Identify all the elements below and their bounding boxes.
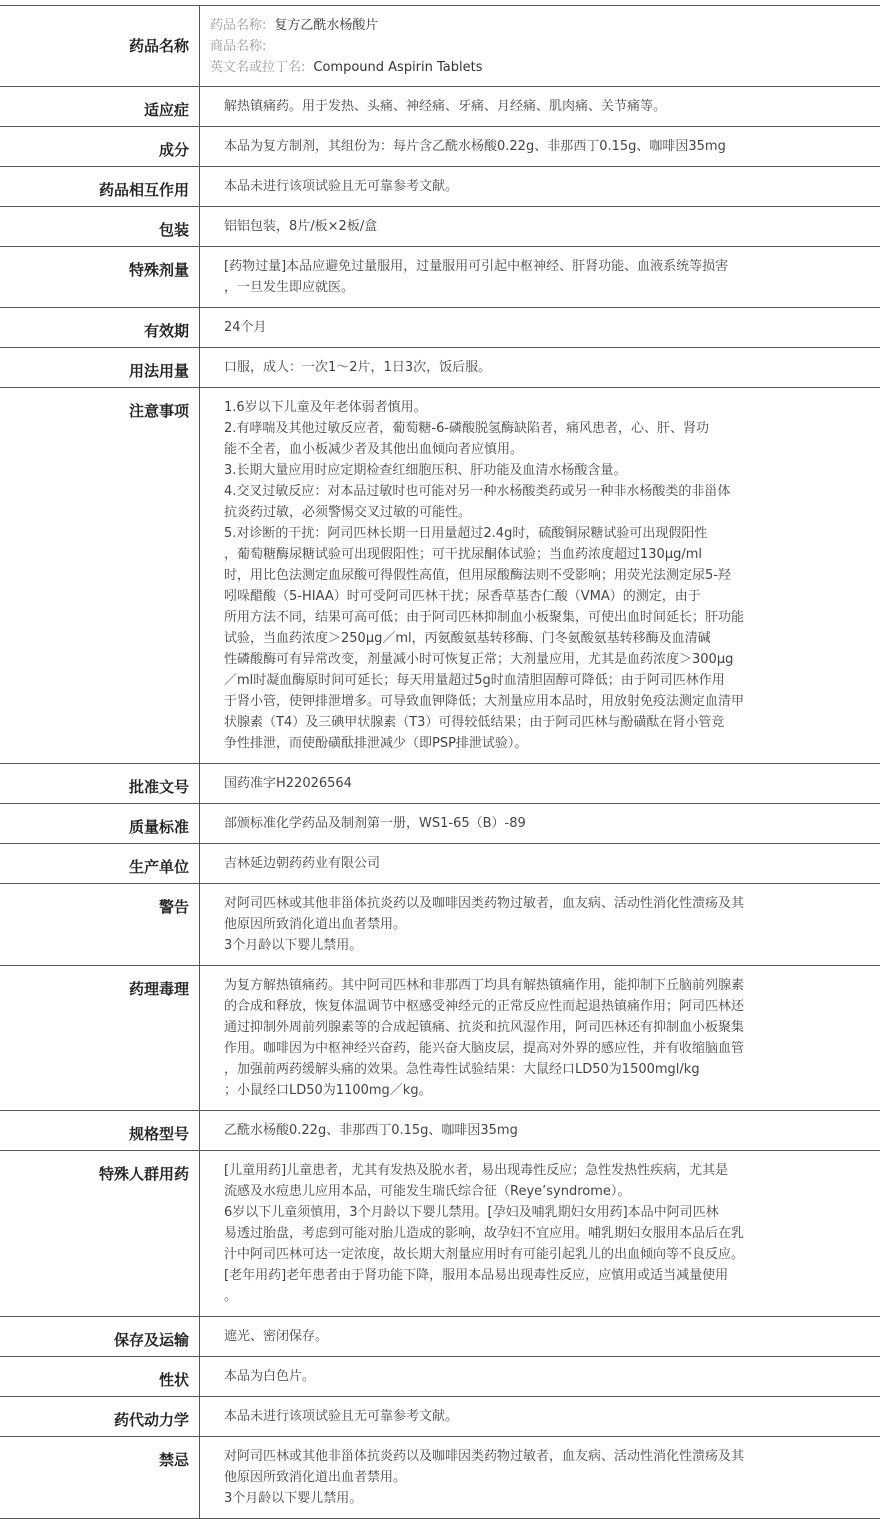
value-line: ；小鼠经口LD50为1100mg／kg。 [224, 1080, 790, 1101]
value-line: 能不全者，血小板减少者及其他出血倾向者应慎用。 [224, 439, 790, 460]
value-line: 他原因所致消化道出血者禁用。 [224, 1467, 790, 1488]
row-label: 药代动力学 [0, 1397, 200, 1437]
name-key: 药品名称: [210, 18, 266, 33]
row-value [200, 1317, 880, 1357]
value-line: 本品为白色片。 [224, 1366, 790, 1387]
name-line-english [210, 57, 870, 78]
row-label: 保存及运输 [0, 1317, 200, 1357]
row-label: 包装 [0, 207, 200, 247]
info-row [0, 884, 880, 966]
name-value: 复方乙酰水杨酸片 [274, 18, 378, 33]
row-value [200, 348, 880, 388]
value-line: 于肾小管，使钾排泄增多。可导致血钾降低；大剂量应用本品时，用放射免疫法测定血清甲 [224, 691, 790, 712]
info-row [0, 1317, 880, 1357]
row-label: 生产单位 [0, 844, 200, 884]
value-line: 本品未进行该项试验且无可靠参考文献。 [224, 176, 790, 197]
row-label: 特殊剂量 [0, 247, 200, 308]
row-value [200, 844, 880, 884]
value-line: 时，用比色法测定血尿酸可得假性高值，但用尿酸酶法则不受影响；用荧光法测定尿5-羟 [224, 565, 790, 586]
value-line: 他原因所致消化道出血者禁用。 [224, 914, 790, 935]
name-key: 英文名或拉丁名: [210, 60, 305, 75]
value-line: [药物过量]本品应避免过量服用，过量服用可引起中枢神经、肝肾功能、血液系统等损害 [224, 256, 790, 277]
value-line: 1.6岁以下儿童及年老体弱者慎用。 [224, 397, 790, 418]
row-value [200, 884, 880, 966]
row-value [200, 6, 880, 87]
value-line: 2.有哮喘及其他过敏反应者，葡萄糖-6-磷酸脱氢酶缺陷者，痛风患者，心、肝、肾功 [224, 418, 790, 439]
row-label: 药理毒理 [0, 966, 200, 1111]
value-line: 铝铝包装，8片/板×2板/盒 [224, 216, 790, 237]
value-line: 作用。咖啡因为中枢神经兴奋药，能兴奋大脑皮层，提高对外界的感应性，并有收缩脑血管 [224, 1038, 790, 1059]
value-line: 对阿司匹林或其他非甾体抗炎药以及咖啡因类药物过敏者，血友病、活动性消化性溃疡及其 [224, 1446, 790, 1467]
info-row [0, 207, 880, 247]
value-line: ，葡萄糖酶尿糖试验可出现假阳性；可干扰尿酮体试验；当血药浓度超过130μg/ml [224, 544, 790, 565]
row-label: 用法用量 [0, 348, 200, 388]
value-line: 口服，成人：一次1～2片，1日3次，饭后服。 [224, 357, 790, 378]
value-line: 吉林延边朝药药业有限公司 [224, 853, 790, 874]
row-value [200, 1357, 880, 1397]
row-value [200, 127, 880, 167]
value-line: 试验，当血药浓度＞250μg／ml，丙氨酸氨基转移酶、门冬氨酸氨基转移酶及血清碱 [224, 628, 790, 649]
row-label: 注意事项 [0, 388, 200, 764]
value-line: 易透过胎盘，考虑到可能对胎儿造成的影响，故孕妇不宜应用。哺乳期妇女服用本品后在乳 [224, 1223, 790, 1244]
row-label: 性状 [0, 1357, 200, 1397]
row-label: 规格型号 [0, 1111, 200, 1151]
drug-info-table [0, 5, 880, 1519]
row-label: 禁忌 [0, 1437, 200, 1519]
row-label: 药品相互作用 [0, 167, 200, 207]
value-line: 通过抑制外周前列腺素等的合成起镇痛、抗炎和抗风湿作用，阿司匹林还有抑制血小板聚集 [224, 1017, 790, 1038]
row-value [200, 388, 880, 764]
info-row [0, 966, 880, 1111]
info-row [0, 1111, 880, 1151]
row-value [200, 308, 880, 348]
drug-info-body [0, 6, 880, 1519]
info-row [0, 348, 880, 388]
value-line: 。 [224, 1286, 790, 1307]
name-line-trade [210, 36, 870, 57]
value-line: 6岁以下儿童须慎用，3个月龄以下婴儿禁用。[孕妇及哺乳期妇女用药]本品中阿司匹林 [224, 1202, 790, 1223]
info-row [0, 247, 880, 308]
row-value [200, 764, 880, 804]
value-line: 3.长期大量应用时应定期检查红细胞压积、肝功能及血清水杨酸含量。 [224, 460, 790, 481]
value-line: ，一旦发生即应就医。 [224, 277, 790, 298]
row-value [200, 804, 880, 844]
value-line: 状腺素（T4）及三碘甲状腺素（T3）可得较低结果；由于阿司匹林与酚磺酞在肾小管竞 [224, 712, 790, 733]
value-line: 所用方法不同，结果可高可低；由于阿司匹林抑制血小板聚集，可使出血时间延长；肝功能 [224, 607, 790, 628]
info-row [0, 1357, 880, 1397]
name-value: Compound Aspirin Tablets [313, 60, 482, 75]
row-value [200, 966, 880, 1111]
row-value [200, 1437, 880, 1519]
value-line: 部颁标准化学药品及制剂第一册，WS1-65（B）-89 [224, 813, 790, 834]
row-label: 警告 [0, 884, 200, 966]
row-value [200, 1111, 880, 1151]
value-line: ，加强前两药缓解头痛的效果。急性毒性试验结果：大鼠经口LD50为1500mgl/kg [224, 1059, 790, 1080]
value-line: [老年用药]老年患者由于肾功能下降，服用本品易出现毒性反应，应慎用或适当减量使用 [224, 1265, 790, 1286]
row-value [200, 247, 880, 308]
row-label: 适应症 [0, 87, 200, 127]
value-line: 流感及水痘患儿应用本品，可能发生瑞氏综合征（Reye’syndrome）。 [224, 1181, 790, 1202]
row-value [200, 207, 880, 247]
info-row [0, 1437, 880, 1519]
row-value [200, 167, 880, 207]
info-row [0, 1397, 880, 1437]
value-line: 的合成和释放，恢复体温调节中枢感受神经元的正常反应性而起退热镇痛作用；阿司匹林还 [224, 996, 790, 1017]
info-row [0, 804, 880, 844]
value-line: 争性排泄，而使酚磺酞排泄减少（即PSP排泄试验）。 [224, 733, 790, 754]
value-line: [儿童用药]儿童患者，尤其有发热及脱水者，易出现毒性反应；急性发热性疾病，尤其是 [224, 1160, 790, 1181]
row-label: 成分 [0, 127, 200, 167]
value-line: 乙酰水杨酸0.22g、非那西丁0.15g、咖啡因35mg [224, 1120, 790, 1141]
info-row [0, 1151, 880, 1317]
value-line: 4.交叉过敏反应：对本品过敏时也可能对另一种水杨酸类药或另一种非水杨酸类的非甾体 [224, 481, 790, 502]
value-line: 抗炎药过敏，必须警惕交叉过敏的可能性。 [224, 502, 790, 523]
info-row [0, 87, 880, 127]
info-row [0, 308, 880, 348]
info-row [0, 127, 880, 167]
value-line: 解热镇痛药。用于发热、头痛、神经痛、牙痛、月经痛、肌肉痛、关节痛等。 [224, 96, 790, 117]
row-label: 有效期 [0, 308, 200, 348]
row-value [200, 1151, 880, 1317]
row-label: 特殊人群用药 [0, 1151, 200, 1317]
info-row [0, 167, 880, 207]
row-label: 批准文号 [0, 764, 200, 804]
value-line: 为复方解热镇痛药。其中阿司匹林和非那西丁均具有解热镇痛作用，能抑制下丘脑前列腺素 [224, 975, 790, 996]
value-line: 汁中阿司匹林可达一定浓度，故长期大剂量应用时有可能引起乳儿的出血倾向等不良反应。 [224, 1244, 790, 1265]
row-label: 质量标准 [0, 804, 200, 844]
value-line: 本品为复方制剂，其组份为：每片含乙酰水杨酸0.22g、非那西丁0.15g、咖啡因35mg [224, 136, 790, 157]
row-value [200, 87, 880, 127]
value-line: 吲哚醋酸（5-HIAA）时可受阿司匹林干扰；尿香草基杏仁酸（VMA）的测定，由于 [224, 586, 790, 607]
value-line: 本品未进行该项试验且无可靠参考文献。 [224, 1406, 790, 1427]
name-line-generic [210, 15, 870, 36]
value-line: 3个月龄以下婴儿禁用。 [224, 935, 790, 956]
name-key: 商品名称: [210, 39, 266, 54]
info-row [0, 388, 880, 764]
row-label: 药品名称 [0, 6, 200, 87]
value-line: 5.对诊断的干扰：阿司匹林长期一日用量超过2.4g时，硫酸铜尿糖试验可出现假阳性 [224, 523, 790, 544]
value-line: ／ml时凝血酶原时间可延长；每天用量超过5g时血清胆固醇可降低；由于阿司匹林作用 [224, 670, 790, 691]
value-line: 国药准字H22026564 [224, 773, 790, 794]
info-row [0, 764, 880, 804]
value-line: 遮光、密闭保存。 [224, 1326, 790, 1347]
row-drug-name [0, 6, 880, 87]
value-line: 性磷酸酶可有异常改变，剂量减小时可恢复正常；大剂量应用，尤其是血药浓度＞300μg [224, 649, 790, 670]
value-line: 24个月 [224, 317, 790, 338]
value-line: 3个月龄以下婴儿禁用。 [224, 1488, 790, 1509]
value-line: 对阿司匹林或其他非甾体抗炎药以及咖啡因类药物过敏者，血友病、活动性消化性溃疡及其 [224, 893, 790, 914]
row-value [200, 1397, 880, 1437]
info-row [0, 844, 880, 884]
